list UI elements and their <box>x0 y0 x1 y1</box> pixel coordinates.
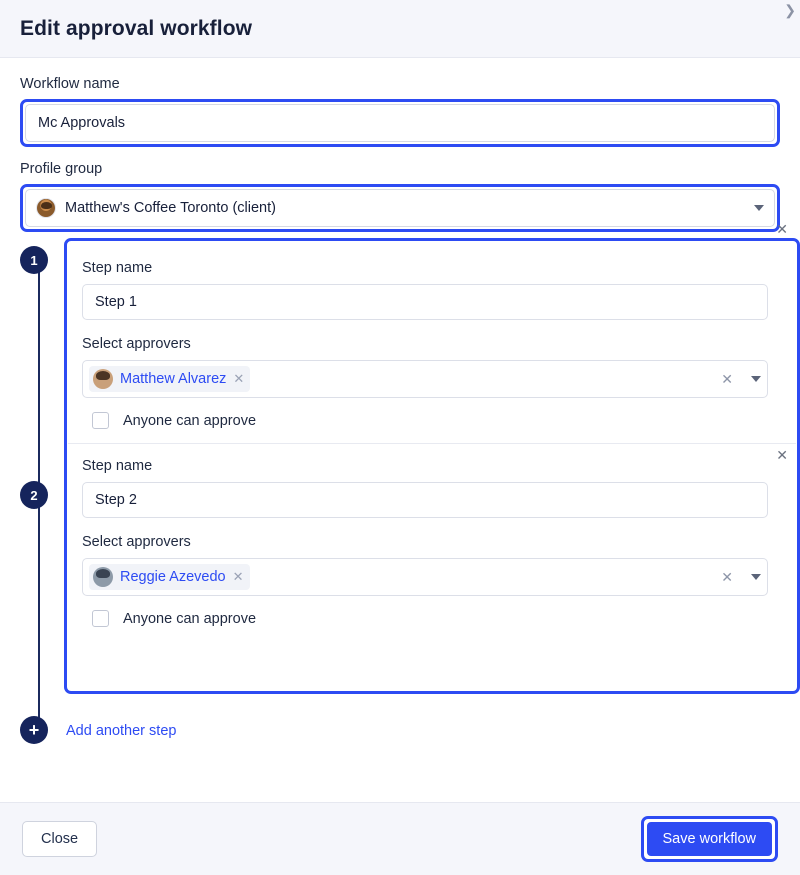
add-step-badge-icon[interactable]: + <box>20 716 48 744</box>
chevron-right-icon[interactable]: ❯ <box>784 2 796 18</box>
workflow-name-input[interactable] <box>25 104 775 142</box>
approvers-select-1[interactable] <box>82 360 768 398</box>
save-button-highlight <box>641 816 778 862</box>
approvers-label-2: Select approvers <box>82 534 191 550</box>
modal-header <box>0 0 800 58</box>
workflow-name-field <box>20 76 780 147</box>
remove-step-icon-1[interactable]: ✕ <box>776 221 788 237</box>
step-badge-1: 1 <box>20 246 48 274</box>
approver-name-2: Reggie Azevedo <box>120 569 226 585</box>
approvers-label-1: Select approvers <box>82 336 191 352</box>
modal-body <box>0 58 800 802</box>
profile-avatar <box>36 198 56 218</box>
profile-group-field <box>20 161 780 232</box>
close-button[interactable]: Close <box>22 821 97 857</box>
clear-icon-2[interactable]: ✕ <box>721 568 733 585</box>
approvers-select-2[interactable] <box>82 558 768 596</box>
anyone-can-approve-row-2 <box>82 610 782 627</box>
workflow-name-label: Workflow name <box>20 76 120 92</box>
steps-panel <box>68 221 796 641</box>
modal-footer <box>0 802 800 875</box>
step-badge-2: 2 <box>20 481 48 509</box>
clear-icon-1[interactable]: ✕ <box>721 370 733 387</box>
chevron-down-icon[interactable] <box>754 205 764 211</box>
add-another-step-button[interactable]: Add another step <box>66 723 177 739</box>
approver-chip-2[interactable] <box>89 564 250 590</box>
anyone-can-approve-label-2: Anyone can approve <box>123 610 257 627</box>
profile-group-highlight <box>20 184 780 232</box>
profile-group-label: Profile group <box>20 161 103 177</box>
steps-rail <box>20 246 68 740</box>
step-name-label-1: Step name <box>82 260 153 276</box>
anyone-can-approve-label-1: Anyone can approve <box>123 412 257 429</box>
step-card-1 <box>68 221 796 443</box>
anyone-can-approve-checkbox-2[interactable] <box>92 610 109 627</box>
steps-section <box>20 221 788 740</box>
anyone-can-approve-row-1 <box>82 412 782 429</box>
step-name-input-1[interactable] <box>82 284 768 320</box>
approver-name-1: Matthew Alvarez <box>120 371 227 387</box>
chevron-down-icon-2[interactable] <box>751 574 761 580</box>
chip-remove-icon-1[interactable]: ✕ <box>233 371 245 386</box>
profile-group-select[interactable] <box>25 189 775 227</box>
remove-step-icon-2[interactable]: ✕ <box>776 447 788 463</box>
step-name-label-2: Step name <box>82 458 153 474</box>
workflow-name-highlight <box>20 99 780 147</box>
save-workflow-button[interactable]: Save workflow <box>647 822 772 856</box>
approver-chip-1[interactable] <box>89 366 250 392</box>
approver-avatar-1 <box>93 369 113 389</box>
approver-avatar-2 <box>93 567 113 587</box>
step-name-input-2[interactable] <box>82 482 768 518</box>
page-title: Edit approval workflow <box>20 16 253 40</box>
profile-group-value: Matthew's Coffee Toronto (client) <box>65 200 276 216</box>
step-card-2 <box>68 443 796 641</box>
chip-remove-icon-2[interactable]: ✕ <box>232 569 244 584</box>
anyone-can-approve-checkbox-1[interactable] <box>92 412 109 429</box>
chevron-down-icon-1[interactable] <box>751 376 761 382</box>
